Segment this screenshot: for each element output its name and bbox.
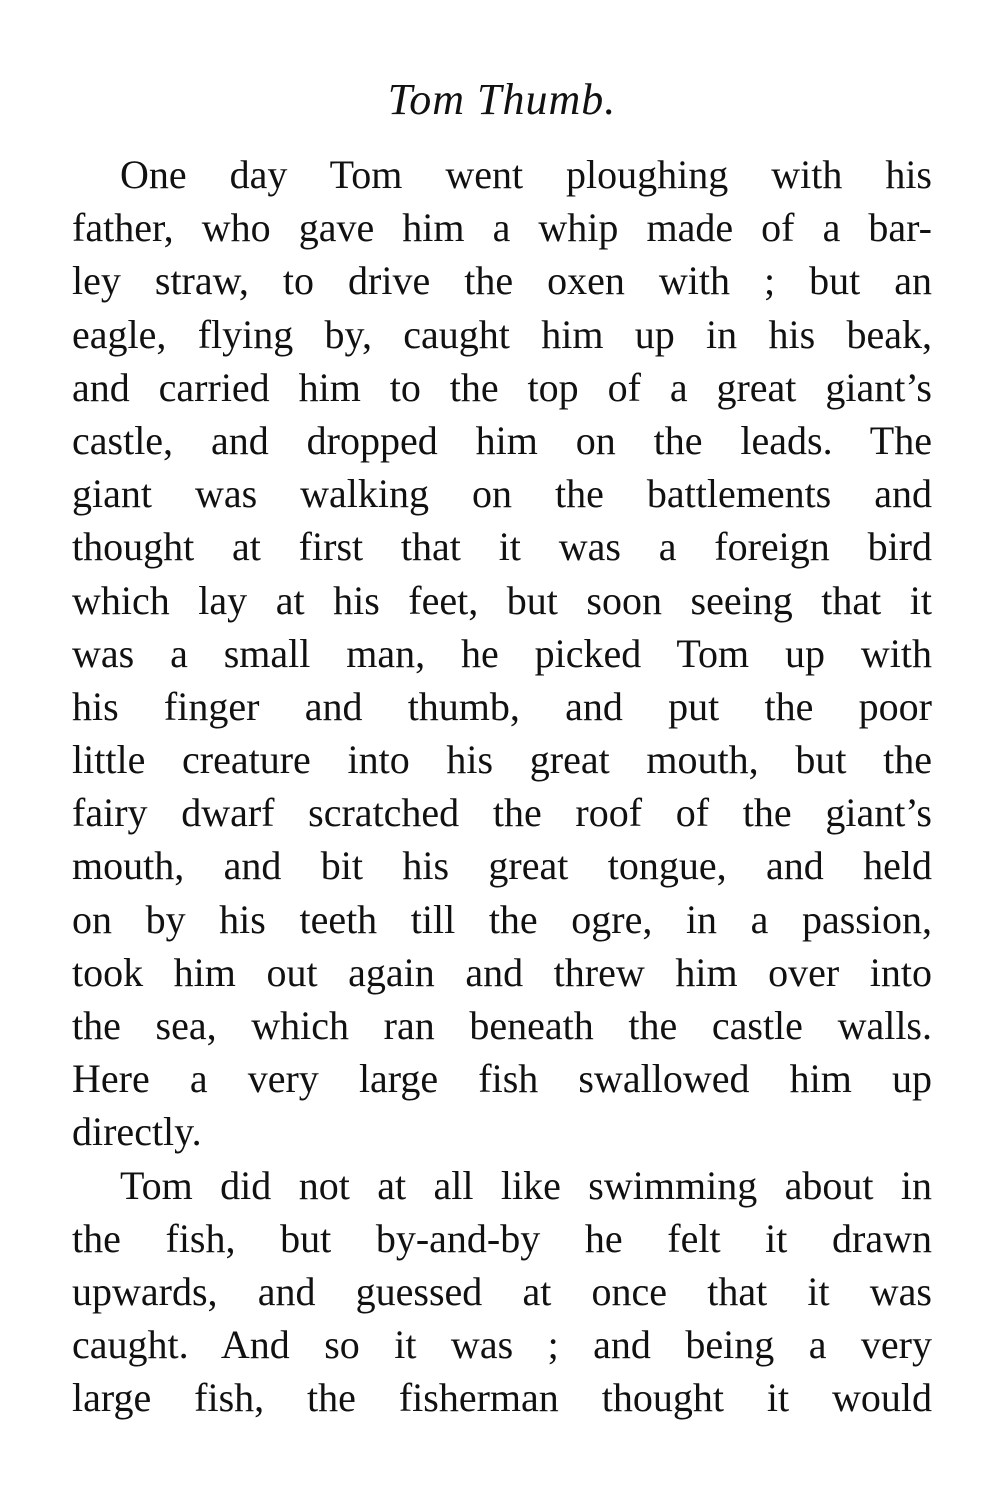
paragraph-2: [72, 1159, 932, 1425]
text-line: little creature into his great mouth, but the: [72, 737, 932, 783]
text-line: directly.: [72, 1109, 202, 1155]
text-line: eagle, flying by, caught him up in his beak,: [72, 311, 932, 357]
text-line: took him out again and threw him over into: [72, 949, 932, 995]
text-line: was a small man, he picked Tom up with: [72, 630, 932, 676]
text-line: thought at first that it was a foreign bird: [72, 524, 932, 570]
text-line: and carried him to the top of a great giant’s: [72, 364, 932, 410]
text-line: One day Tom went ploughing with his: [120, 152, 932, 197]
text-line: Here a very large fish swallowed him up: [72, 1056, 932, 1102]
text-line: the sea, which ran beneath the castle walls.: [72, 1003, 932, 1048]
running-title: Tom Thumb.: [387, 75, 617, 124]
text-line: ley straw, to drive the oxen with ; but an: [72, 258, 932, 304]
paragraph-1: [72, 148, 932, 1159]
text-line: giant was walking on the battlements and: [72, 471, 932, 517]
text-line: mouth, and bit his great tongue, and held: [72, 843, 932, 889]
book-page: [72, 60, 932, 1425]
text-line: which lay at his feet, but soon seeing that it: [72, 577, 932, 623]
text-line: on by his teeth till the ogre, in a passion,: [72, 896, 932, 942]
text-line: castle, and dropped him on the leads. The: [72, 417, 932, 463]
text-line: caught. And so it was ; and being a very: [72, 1322, 932, 1368]
text-line: large fish, the fisherman thought it would: [72, 1375, 932, 1421]
text-line: father, who gave him a whip made of a bar-: [72, 205, 932, 251]
text-line: his finger and thumb, and put the poor: [72, 683, 932, 729]
text-line: Tom did not at all like swimming about in: [120, 1162, 932, 1208]
text-line: upwards, and guessed at once that it was: [72, 1268, 932, 1314]
text-line: the fish, but by-and-by he felt it drawn: [72, 1215, 932, 1261]
text-line: fairy dwarf scratched the roof of the giant’s: [72, 790, 932, 836]
